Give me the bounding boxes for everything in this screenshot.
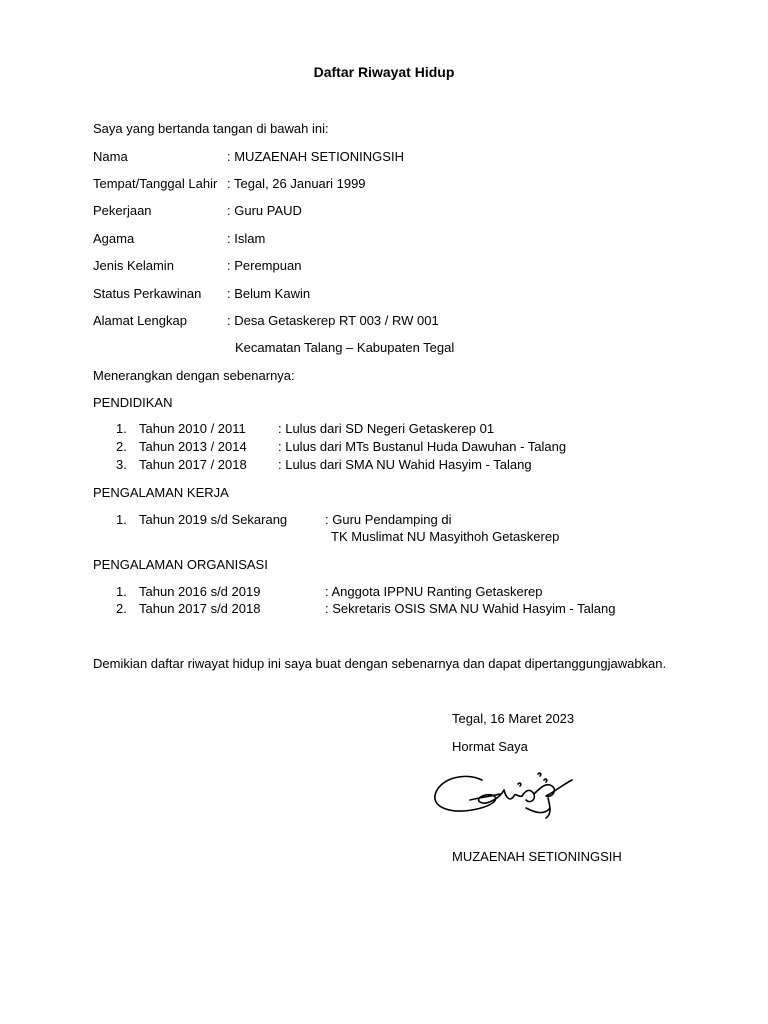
list-item-desc: : Lulus dari SMA NU Wahid Hasyim - Talang <box>278 457 532 472</box>
field-value-jenis-kelamin: : Perempuan <box>227 258 302 273</box>
place-date: Tegal, 16 Maret 2023 <box>452 711 575 726</box>
list-item-number: 2. <box>116 439 127 454</box>
signatory-name: MUZAENAH SETIONINGSIH <box>452 849 622 864</box>
field-value-pekerjaan: : Guru PAUD <box>227 203 302 218</box>
list-item-number: 1. <box>116 512 127 527</box>
field-label-alamat: Alamat Lengkap <box>93 313 187 328</box>
field-value-status: : Belum Kawin <box>227 286 311 301</box>
list-item-number: 1. <box>116 421 127 436</box>
list-item-year: Tahun 2016 s/d 2019 <box>139 584 261 599</box>
list-item-number: 1. <box>116 584 127 599</box>
handwritten-signature <box>430 768 580 838</box>
list-item-desc: : Lulus dari MTs Bustanul Huda Dawuhan - Talang <box>278 439 567 454</box>
document-title: Daftar Riwayat Hidup <box>313 64 455 80</box>
list-item-desc: : Guru Pendamping di <box>325 512 452 527</box>
field-label-pekerjaan: Pekerjaan <box>93 203 152 218</box>
field-label-jenis-kelamin: Jenis Kelamin <box>93 258 174 273</box>
section-heading-pengalaman-organisasi: PENGALAMAN ORGANISASI <box>93 557 268 572</box>
section-heading-pendidikan: PENDIDIKAN <box>93 395 173 410</box>
list-item-desc: : Sekretaris OSIS SMA NU Wahid Hasyim - Talang <box>325 601 616 616</box>
list-item-year: Tahun 2013 / 2014 <box>139 439 247 454</box>
statement-text: Menerangkan dengan sebenarnya: <box>93 368 295 383</box>
field-label-nama: Nama <box>93 149 128 164</box>
list-item-desc: : Lulus dari SD Negeri Getaskerep 01 <box>278 421 495 436</box>
list-item-year: Tahun 2017 / 2018 <box>139 457 247 472</box>
list-item-year: Tahun 2019 s/d Sekarang <box>139 512 288 527</box>
intro-text: Saya yang bertanda tangan di bawah ini: <box>93 121 329 136</box>
list-item-year: Tahun 2010 / 2011 <box>139 421 246 436</box>
list-item-number: 2. <box>116 601 127 616</box>
closing-statement: Demikian daftar riwayat hidup ini saya buat dengan sebenarnya dan dapat dipertanggungjawabkan. <box>93 656 667 671</box>
field-value-agama: : Islam <box>227 231 266 246</box>
field-value-ttl: : Tegal, 26 Januari 1999 <box>227 176 366 191</box>
regards-text: Hormat Saya <box>452 739 528 754</box>
field-value-alamat: : Desa Getaskerep RT 003 / RW 001 <box>227 313 439 328</box>
section-heading-pengalaman-kerja: PENGALAMAN KERJA <box>93 485 229 500</box>
field-label-agama: Agama <box>93 231 135 246</box>
field-value-nama: : MUZAENAH SETIONINGSIH <box>227 149 404 164</box>
list-item-number: 3. <box>116 457 127 472</box>
list-item-desc-line2: TK Muslimat NU Masyithoh Getaskerep <box>331 529 560 544</box>
field-label-status: Status Perkawinan <box>93 286 202 301</box>
list-item-desc: : Anggota IPPNU Ranting Getaskerep <box>325 584 543 599</box>
field-label-ttl: Tempat/Tanggal Lahir <box>93 176 218 191</box>
address-line-2: Kecamatan Talang – Kabupaten Tegal <box>235 340 455 355</box>
list-item-year: Tahun 2017 s/d 2018 <box>139 601 261 616</box>
